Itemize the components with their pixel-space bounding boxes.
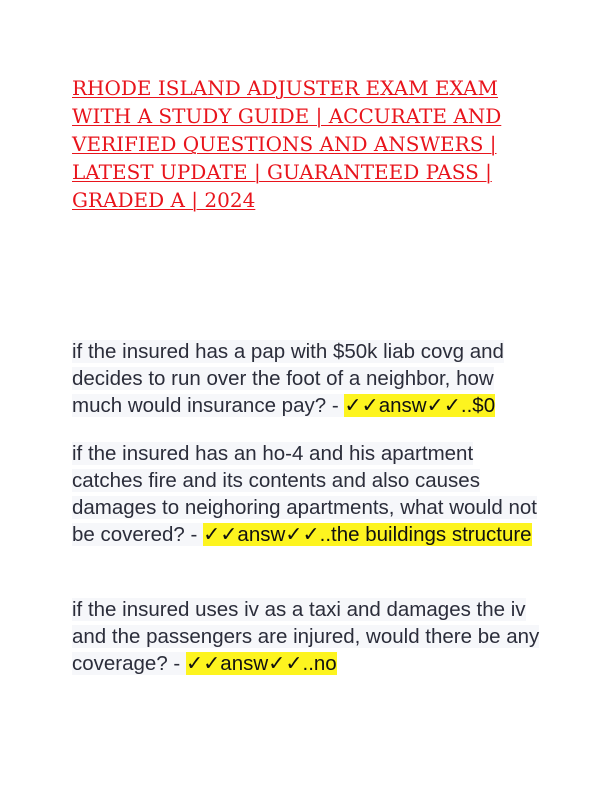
question-text: if the insured has a pap with $50k liab covg and decides to run over the foot of a neighbor, how much would insurance pay? -: [72, 340, 504, 417]
question-text: if the insured uses iv as a taxi and damages the iv and the passengers are injured, would there be any coverage? -: [72, 598, 540, 675]
answer-text: ✓✓answ✓✓..no: [185, 652, 337, 675]
qa-item: [72, 338, 542, 419]
answer-text: ✓✓answ✓✓..$0: [344, 394, 496, 417]
qa-item: [72, 596, 542, 677]
document-title: RHODE ISLAND ADJUSTER EXAM EXAM WITH A STUDY GUIDE | ACCURATE AND VERIFIED QUESTIONS AND ANSWERS | LATEST UPDATE | GUARANTEED PASS | GRADED A | 2024: [72, 76, 502, 212]
qa-item: [72, 440, 542, 548]
answer-text: ✓✓answ✓✓..the buildings structure: [203, 523, 532, 546]
question-text: if the insured has an ho-4 and his apartment catches fire and its contents and also causes damages to neighoring apartments, what would not be covered? -: [72, 442, 537, 546]
